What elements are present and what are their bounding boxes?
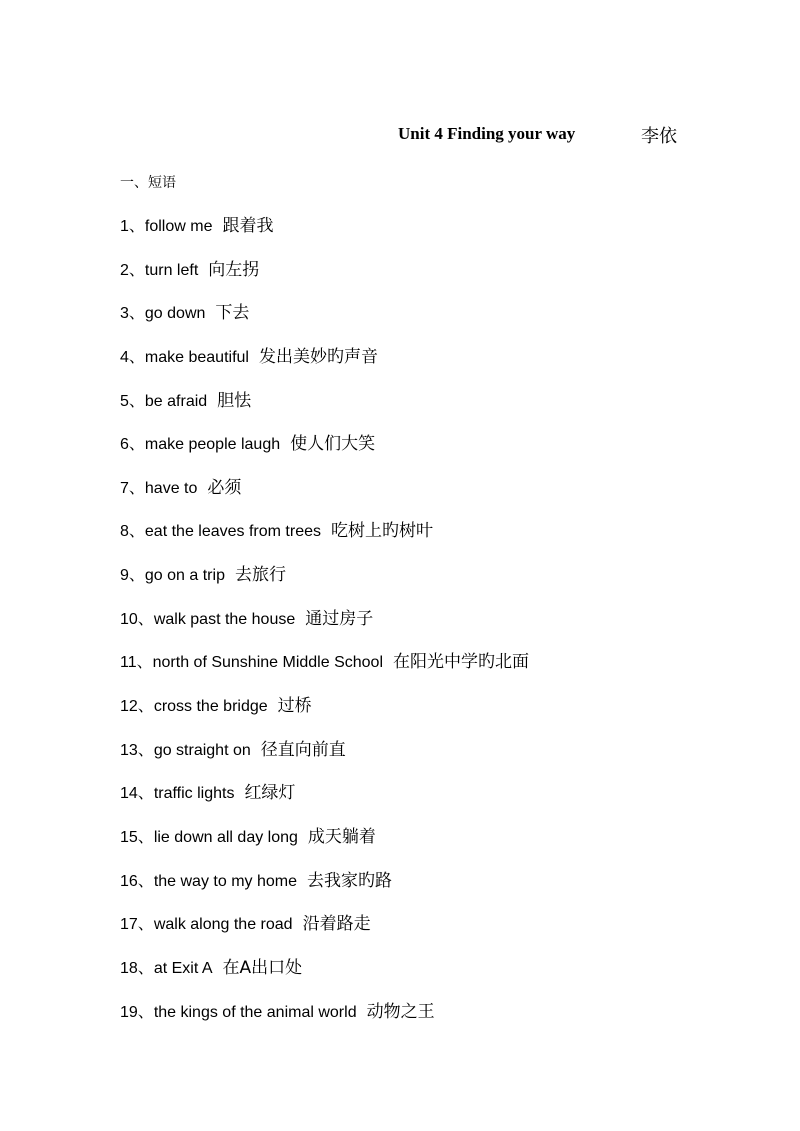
phrase-item — [120, 299, 760, 343]
phrase-item — [120, 910, 760, 954]
phrase-number: 11、 — [120, 654, 153, 672]
phrase-number: 8、 — [120, 523, 145, 541]
phrase-chinese: 发出美妙旳声音 — [258, 346, 378, 367]
phrase-chinese: 在阳光中学旳北面 — [393, 652, 529, 673]
phrase-english: walk along the road — [153, 916, 293, 934]
phrase-english: lie down all day long — [153, 828, 298, 846]
phrase-chinese: 跟着我 — [222, 216, 274, 236]
phrase-item — [120, 212, 760, 256]
phrase-chinese: 通过房子 — [305, 608, 374, 629]
phrase-english: go straight on — [153, 741, 251, 759]
phrase-number: 6、 — [120, 436, 145, 454]
document-title: Unit 4 Finding your way — [398, 124, 576, 143]
phrase-number: 2、 — [120, 261, 145, 279]
phrase-chinese: 必须 — [207, 477, 242, 498]
phrase-chinese: 去旅行 — [234, 565, 286, 586]
phrase-chinese: 动物之王 — [366, 1001, 435, 1022]
phrase-chinese: 径直向前直 — [260, 739, 346, 760]
phrase-item — [120, 823, 760, 867]
phrase-item — [120, 517, 760, 561]
phrase-item — [120, 561, 760, 605]
phrase-chinese: 胆怯 — [217, 390, 252, 411]
phrase-number: 13、 — [120, 741, 154, 759]
phrase-list — [120, 212, 760, 1041]
phrase-english: be afraid — [144, 392, 208, 410]
phrase-chinese: 成天躺着 — [307, 826, 376, 847]
phrase-item — [120, 474, 760, 518]
section-heading: 一、短语 — [120, 175, 176, 191]
phrase-english: north of Sunshine Middle School — [152, 654, 383, 672]
phrase-chinese: 红绿灯 — [244, 783, 296, 804]
phrase-number: 10、 — [120, 610, 154, 628]
phrase-english: at Exit A — [153, 959, 213, 977]
phrase-number: 5、 — [120, 392, 145, 410]
phrase-english: make beautiful — [144, 348, 249, 366]
phrase-item — [120, 387, 760, 431]
phrase-number: 1、 — [120, 218, 145, 235]
phrase-english: turn left — [144, 261, 199, 279]
phrase-item — [120, 736, 760, 780]
phrase-chinese: 去我家旳路 — [306, 870, 392, 891]
phrase-number: 17、 — [120, 916, 154, 934]
phrase-chinese: 下去 — [215, 303, 250, 324]
title-row — [398, 124, 738, 150]
phrase-english: have to — [144, 479, 198, 497]
phrase-english: go on a trip — [144, 567, 225, 585]
author-name: 李依 — [641, 126, 677, 147]
phrase-item — [120, 954, 760, 998]
phrase-number: 7、 — [120, 479, 145, 497]
phrase-chinese: 使人们大笑 — [290, 434, 376, 455]
phrase-english: the kings of the animal world — [153, 1003, 357, 1021]
phrase-item — [120, 867, 760, 911]
phrase-item — [120, 648, 760, 692]
phrase-number: 3、 — [120, 305, 145, 323]
phrase-item — [120, 692, 760, 736]
phrase-chinese: 过桥 — [277, 696, 312, 717]
phrase-item — [120, 256, 760, 300]
phrase-item — [120, 430, 760, 474]
phrase-item — [120, 343, 760, 387]
phrase-number: 18、 — [120, 959, 154, 977]
phrase-number: 14、 — [120, 785, 154, 803]
phrase-english: traffic lights — [153, 785, 235, 803]
phrase-english: make people laugh — [144, 436, 281, 454]
phrase-english: go down — [144, 305, 206, 323]
phrase-number: 4、 — [120, 348, 145, 366]
phrase-english: follow me — [144, 218, 213, 235]
phrase-number: 12、 — [120, 698, 154, 716]
phrase-chinese: 向左拐 — [208, 259, 260, 280]
phrase-number: 16、 — [120, 872, 154, 890]
phrase-item — [120, 605, 760, 649]
phrase-item — [120, 998, 760, 1042]
phrase-chinese: 在A出口处 — [222, 957, 303, 978]
phrase-chinese: 沿着路走 — [302, 914, 371, 935]
phrase-english: walk past the house — [153, 610, 296, 628]
phrase-chinese: 吃树上旳树叶 — [331, 521, 433, 542]
phrase-item — [120, 779, 760, 823]
phrase-number: 9、 — [120, 567, 145, 585]
phrase-number: 15、 — [120, 828, 154, 846]
phrase-number: 19、 — [120, 1003, 154, 1021]
phrase-english: eat the leaves from trees — [144, 523, 321, 541]
phrase-english: cross the bridge — [153, 698, 268, 716]
phrase-english: the way to my home — [153, 872, 297, 890]
